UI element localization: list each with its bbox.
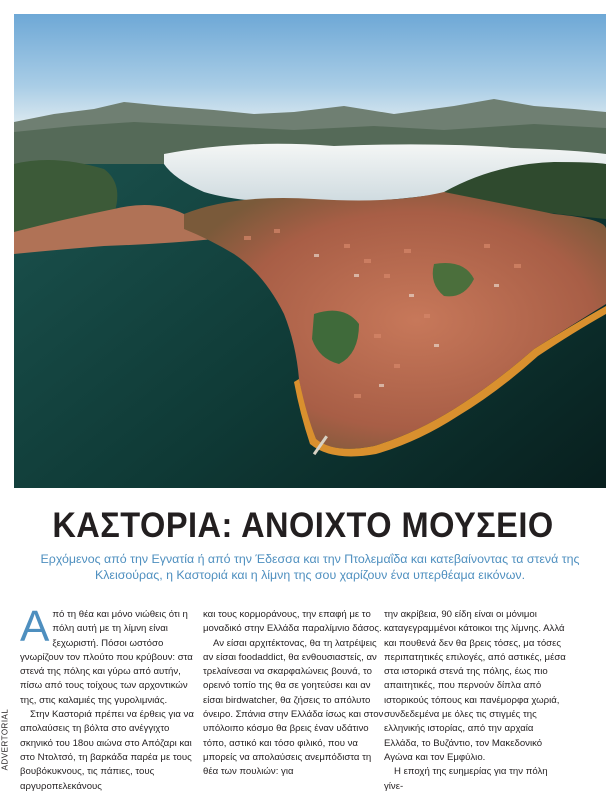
column-3: [384, 608, 568, 794]
paragraph: Αν είσαι αρχιτέκτονας, θα τη λατρέψεις αν είσαι foodaddict, θα ενθουσιαστείς, αν τρελαίνεσαι να σκαρφαλώνεις βουνά, το ορεινό τοπίο της θα σε γοητεύσει και αν είσαι birdwatcher, θα ζήσεις το απόλυτο όνειρο. Σπάνια στην Ελλάδα ίσως και στον υπόλοιπο κόσμο θα βρεις έναν υδάτινο τόπο, αστικό και τόσο φιλικό, που να μπορείς να απολαύσεις ανεμπόδιστα τη θέα των πουλιών: για: [203, 637, 384, 778]
paragraph: Στην Καστοριά πρέπει να έρθεις για να απολαύσεις τη βόλτα στο ανέγγιχτο σκηνικό του 18ου αιώνα στο Απόζαρι και στο Ντολτσό, τη βαρκάδα παρέα με τους βουβόκυκνους, τις πάπιες, τους αργυροπελεκάνους: [20, 709, 194, 792]
paragraph: την ακρίβεια, 90 είδη είναι οι μόνιμοι καταγεγραμμένοι κάτοικοι της λίμνης. Αλλά και πουθενά δεν θα βρεις τόσες, μα τόσες περιπατητικές επιλογές, από αστικές, μέσα στα ιστορικά στενά της πόλης, έως πιο απαιτητικές, που περνούν δίπλα από ιστορικούς τόπους και πανέμορφα χωριά, συνδεδεμένα με όλες τις στιγμές της ελληνικής ιστορίας, από την αρχαία Ελλάδα, το Βυζάντιο, τον Μακεδονικό Αγώνα και τον Εμφύλιο.: [384, 609, 566, 763]
column-2: [203, 608, 385, 780]
drop-cap: Α: [20, 602, 50, 651]
advertorial-label: ADVERTORIAL: [0, 708, 10, 771]
page-title: ΚΑΣΤΟΡΙΑ: ΑΝΟΙΧΤΟ ΜΟΥΣΕΙΟ: [52, 506, 554, 545]
column-1: [20, 602, 202, 794]
paragraph: Η εποχή της ευημερίας για την πόλη γίνε-: [384, 766, 548, 792]
paragraph: και τους κορμοράνους, την επαφή με το μοναδικό στην Ελλάδα παραλίμνιο δάσος.: [203, 609, 382, 635]
lead-paragraph: Ερχόμενος από την Εγνατία ή από την Έδεσσα και την Πτολεμαΐδα και κατεβαίνοντας τα στενά της Κλεισούρας, η Καστοριά και η λίμνη της σου χαρίζουν ένα υπερθέαμα εικόνων.: [40, 552, 580, 582]
paragraph: Από τη θέα και μόνο νιώθεις ότι η πόλη αυτή με τη λίμνη είναι ξεχωριστή. Πόσοι ωστόσο γνωρίζουν τον πλούτο που κρύβουν: στα στενά της πόλης και γύρω από αυτήν, πίσω από τους τοίχους των αρχοντικών της, στις καλαμιές της γυρολιμνιάς.: [20, 602, 193, 706]
kastoria-aerial-image: [14, 14, 606, 488]
hero-photo: [14, 14, 606, 488]
